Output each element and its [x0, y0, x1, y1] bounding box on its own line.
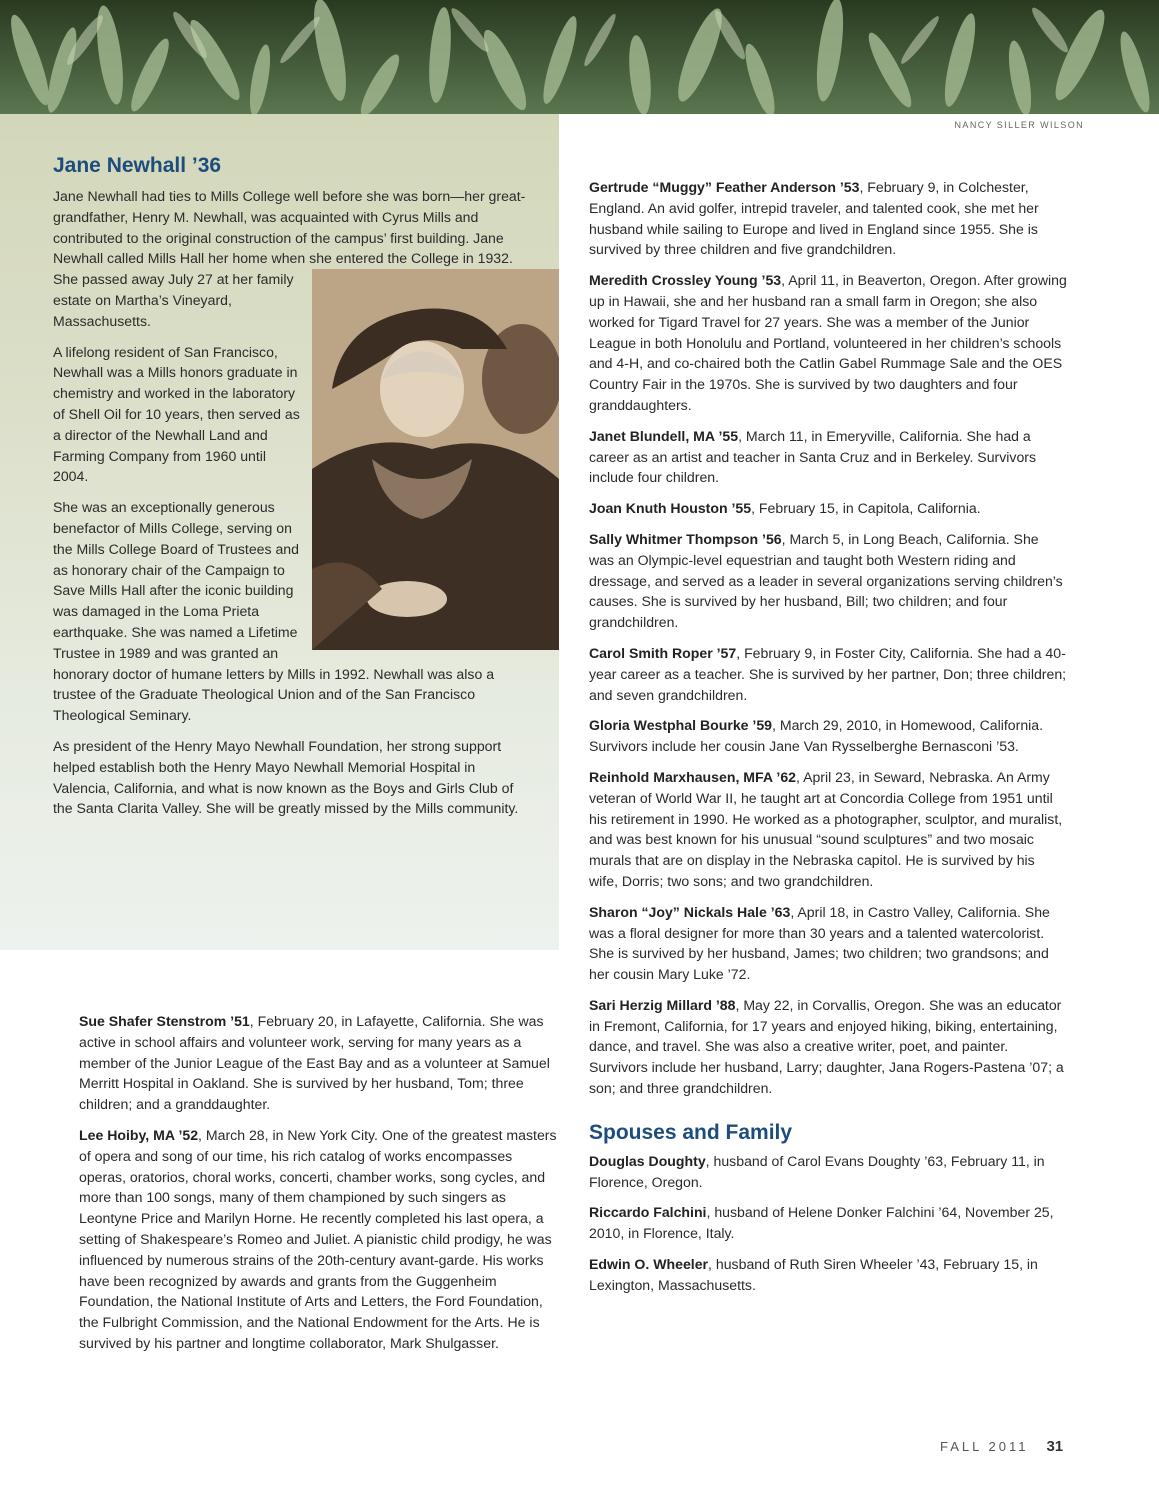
- portrait-photo: [312, 269, 559, 650]
- obituary-name: Joan Knuth Houston ’55: [589, 500, 752, 517]
- obituary-text: , April 18, in Castro Valley, California. She was a floral designer for more than 30 years and a talented watercolorist. She is survived by her husband, James; two children; two grandsons; and her cousin Mary Luke ’72.: [589, 903, 1050, 983]
- spouses-section-heading: Spouses and Family: [589, 1120, 793, 1144]
- obituary-name: Gloria Westphal Bourke ’59: [589, 717, 773, 734]
- obituary-name: Sally Whitmer Thompson ’56: [589, 530, 782, 547]
- spouse-entry: [589, 1254, 1067, 1296]
- obituary-name: Lee Hoiby, MA ’52: [79, 1126, 199, 1143]
- feature-title: Jane Newhall ’36: [53, 154, 222, 177]
- obituary-entry: [589, 767, 1067, 892]
- obituary-entry: [79, 1011, 560, 1115]
- obituary-name: Gertrude “Muggy” Feather Anderson ’53: [589, 179, 860, 195]
- spouse-entry: [589, 1202, 1067, 1244]
- photo-credit: NANCY SILLER WILSON: [954, 120, 1084, 130]
- spouse-name: Riccardo Falchini: [589, 1204, 707, 1221]
- feature-paragraph-1-rest: the College in 1932. She passed away July 27 at her family estate on Martha’s Vineyard, Massachusetts.: [53, 250, 513, 329]
- obituary-name: Reinhold Marxhausen, MFA ’62: [589, 768, 797, 785]
- obituary-name: Janet Blundell, MA ’55: [589, 427, 739, 444]
- obituary-text: , March 11, in Emeryville, California. She had a career as an artist and teacher in Santa Cruz and in Berkeley. Survivors include four children.: [589, 427, 1037, 486]
- obituary-text: , April 11, in Beaverton, Oregon. After growing up in Hawaii, she and her husband ran a small farm in Oregon; she also worked for Tigard Travel for 27 years. She was a member of the Junior League in both Honolulu and Portland, volunteered in her children’s schools and 4-H, and co-chaired both the Catlin Gabel Rummage Sale and the OES Country Fair in the 1970s. She is survived by two daughters and four granddaughters.: [589, 272, 1067, 413]
- spouse-text: , husband of Helene Donker Falchini ’64, November 25, 2010, in Florence, Italy.: [589, 1204, 1054, 1242]
- obituary-entry: [589, 529, 1067, 633]
- obituary-column-left: [79, 1011, 560, 1364]
- obituary-name: Carol Smith Roper ’57: [589, 644, 737, 661]
- obituary-entry: [589, 270, 1067, 416]
- obituary-text: , May 22, in Corvallis, Oregon. She was an educator in Fremont, California, for 17 years and enjoyed hiking, biking, entertaining, dance, and travel. She was also a creative writer, poet, and painter. Survivors include her husband, Larry; daughter, Jana Rogers-Pastena ’07; a son; and three grandchildren.: [589, 996, 1064, 1097]
- obituary-entry: [589, 643, 1067, 705]
- obituary-entry: [589, 177, 1067, 260]
- obituary-text: , March 5, in Long Beach, California. She was an Olympic-level equestrian and taught both Western riding and dressage, and served as a leader in several organizations serving children’s causes. She is survived by her husband, Bill; two children; and four grandchildren.: [589, 530, 1063, 631]
- spouse-text: , husband of Carol Evans Doughty ’63, February 11, in Florence, Oregon.: [589, 1152, 1045, 1190]
- obituary-name: Sari Herzig Millard ’88: [589, 996, 736, 1013]
- obituary-entry: [589, 995, 1067, 1099]
- obituary-text: , March 29, 2010, in Homewood, California. Survivors include her cousin Jane Van Rysselberghe Bernasconi ’53.: [589, 717, 1044, 755]
- spouse-name: Douglas Doughty: [589, 1152, 706, 1169]
- obituary-entry: [589, 715, 1067, 757]
- header-plant-photo: [0, 0, 1159, 114]
- spouse-entry: [589, 1151, 1067, 1193]
- obituary-entry: [589, 498, 1067, 519]
- page-number: 31: [1046, 1438, 1064, 1455]
- obituary-name: Sharon “Joy” Nickals Hale ’63: [589, 903, 791, 920]
- obituary-entry: [589, 426, 1067, 488]
- obituary-text: , February 20, in Lafayette, California. She was active in school affairs and volunteer work, serving for many years as a member of the Junior League of the East Bay and as a volunteer at Samuel Merritt Hospital in Oakland. She is survived by her husband, Tom; three children; and a granddaughter.: [79, 1013, 550, 1113]
- feature-article: [53, 152, 534, 829]
- obituary-text: , February 9, in Colchester, England. An avid golfer, intrepid traveler, and talented cook, she met her husband while sailing to Europe and lived in England since 1955. She is survived by three children and five grandchildren.: [589, 179, 1039, 258]
- page-footer: [940, 1438, 1063, 1456]
- obituary-column-right: [589, 177, 1067, 1306]
- obituary-entry: [79, 1125, 560, 1354]
- obituary-name: Sue Shafer Stenstrom ’51: [79, 1013, 250, 1029]
- obituary-text: , February 15, in Capitola, California.: [751, 500, 981, 517]
- spouse-name: Edwin O. Wheeler: [589, 1256, 709, 1273]
- spouse-text: , husband of Ruth Siren Wheeler ’43, February 15, in Lexington, Massachusetts.: [589, 1256, 1038, 1293]
- issue-season: FALL 2011: [940, 1439, 1029, 1454]
- feature-paragraph-1: [53, 186, 534, 332]
- feature-paragraph-3: She was an exceptionally generous benefactor of Mills College, serving on the Mills College Board of Trustees and as honorary chair of the Campaign to Save Mills Hall after the iconic building was damaged in the Loma Prieta earthquake. She was named a Lifetime Trustee in 1989 and was granted an honorary doctor of humane letters by Mills in 1992. Newhall was also a trustee of the Graduate Theological Union and of the San Francisco Theological Seminary.: [53, 499, 495, 724]
- feature-paragraph-4: As president of the Henry Mayo Newhall Foundation, her strong support helped establish both the Henry Mayo Newhall Memorial Hospital in Valencia, California, and what is now known as the Boys and Girls Club of the Santa Clarita Valley. She will be greatly missed by the Mills community.: [53, 737, 519, 817]
- obituary-entry: [589, 902, 1067, 985]
- obituary-text: , February 9, in Foster City, California. She had a 40-year career as a teacher. She is survived by her partner, Don; three children; and seven grandchildren.: [589, 644, 1067, 703]
- feature-paragraph-2: A lifelong resident of San Francisco, Newhall was a Mills honors graduate in chemistry and worked in the laboratory of Shell Oil for 10 years, then served as a director of the Newhall Land and Farming Company from 1960 until 2004.: [53, 343, 300, 485]
- obituary-text: , April 23, in Seward, Nebraska. An Army veteran of World War II, he taught art at Concordia College from 1951 until his retirement in 1990. He worked as a photographer, sculptor, and muralist, and was best known for his unusual “sound sculptures” and two mosaic murals that are on display in the Nebraska capitol. He is survived by his wife, Dorris; two sons; and two grandchildren.: [589, 768, 1063, 889]
- obituary-name: Meredith Crossley Young ’53: [589, 272, 782, 289]
- obituary-text: , March 28, in New York City. One of the greatest masters of opera and song of our time, his rich catalog of works encompasses operas, oratorios, choral works, concerti, chamber works, song cycles, and more than 100 songs, many of them championed by such singers as Leontyne Price and Marilyn Horne. He recently completed his last opera, a setting of Shakespeare’s Romeo and Juliet. A pianistic child prodigy, he was influenced by numerous strains of the 20th-century avant-garde. His works have been recognized by awards and grants from the Guggenheim Foundation, the National Institute of Arts and Letters, the Ford Foundation, the Fulbright Commission, and the National Endowment for the Arts. He is survived by his partner and longtime collaborator, Mark Shulgasser.: [79, 1126, 557, 1351]
- feature-paragraph-1-start: Jane Newhall had ties to Mills College well before she was born—her great-grandfather, Henry M. Newhall, was acquainted with Cyrus Mills and contributed to the original construction of the campus’ first building. Jane Newhall called Mills Hall her home when she entered: [53, 188, 526, 267]
